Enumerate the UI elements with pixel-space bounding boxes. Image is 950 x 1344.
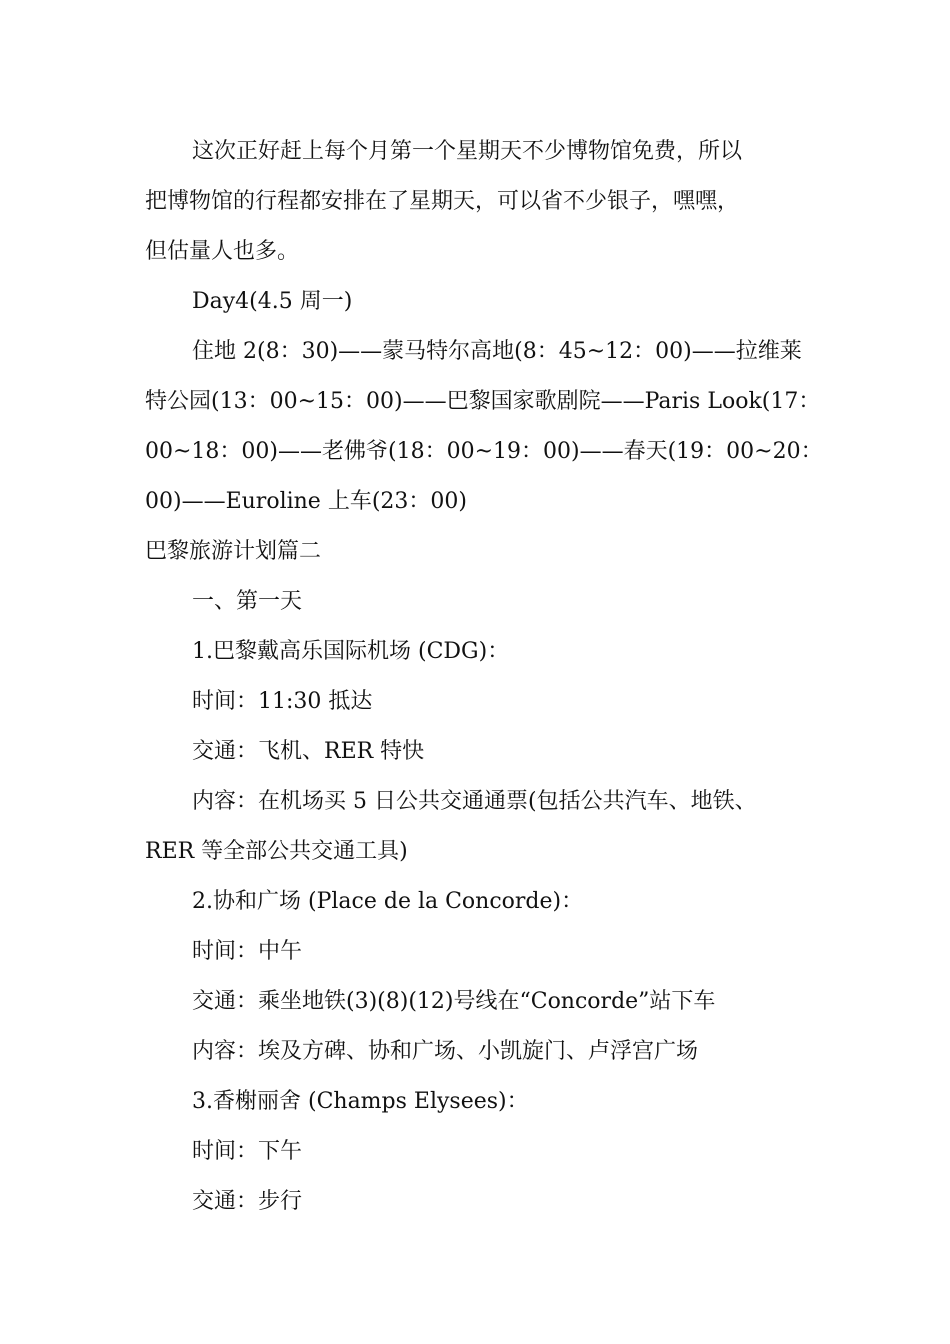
- stop1-transport: 交通：飞机、RER 特快: [192, 739, 425, 764]
- stop3-transport: 交通：步行: [192, 1189, 303, 1214]
- stop3-title: 3.香榭丽舍 (Champs Elysees)：: [192, 1089, 529, 1114]
- stop1-title: 1.巴黎戴高乐国际机场 (CDG)：: [192, 639, 510, 664]
- section-title-part-two: 巴黎旅游计划篇二: [145, 539, 322, 564]
- stop2-title: 2.协和广场 (Place de la Concorde)：: [192, 889, 584, 914]
- stop2-content: 内容：埃及方碑、协和广场、小凯旋门、卢浮宫广场: [192, 1039, 699, 1064]
- day4-heading: Day4(4.5 周一): [192, 289, 353, 314]
- stop1-content-line-1: 内容：在机场买 5 日公共交通通票(包括公共汽车、地铁、: [192, 789, 757, 814]
- paragraph-museum-line-3: 但估量人也多。: [145, 239, 300, 264]
- day4-itinerary-line-3: 00~18：00)——老佛爷(18：00~19：00)——春天(19：00~20：: [145, 439, 823, 464]
- day4-itinerary-line-4: 00)——Euroline 上车(23：00): [145, 489, 467, 514]
- stop2-time: 时间：中午: [192, 939, 303, 964]
- stop1-content-line-2: RER 等全部公共交通工具): [145, 839, 408, 864]
- day1-heading: 一、第一天: [192, 589, 303, 614]
- paragraph-museum-line-1: 这次正好赶上每个月第一个星期天不少博物馆免费，所以: [192, 139, 743, 164]
- day4-itinerary-line-2: 特公园(13：00~15：00)——巴黎国家歌剧院——Paris Look(17：: [145, 389, 821, 414]
- day4-itinerary-line-1: 住地 2(8：30)——蒙马特尔高地(8：45~12：00)——拉维莱: [192, 339, 802, 364]
- stop3-time: 时间：下午: [192, 1139, 303, 1164]
- paragraph-museum-line-2: 把博物馆的行程都安排在了星期天，可以省不少银子，嘿嘿，: [145, 189, 740, 214]
- stop2-transport: 交通：乘坐地铁(3)(8)(12)号线在“Concorde”站下车: [192, 989, 716, 1014]
- stop1-time: 时间：11:30 抵达: [192, 689, 373, 714]
